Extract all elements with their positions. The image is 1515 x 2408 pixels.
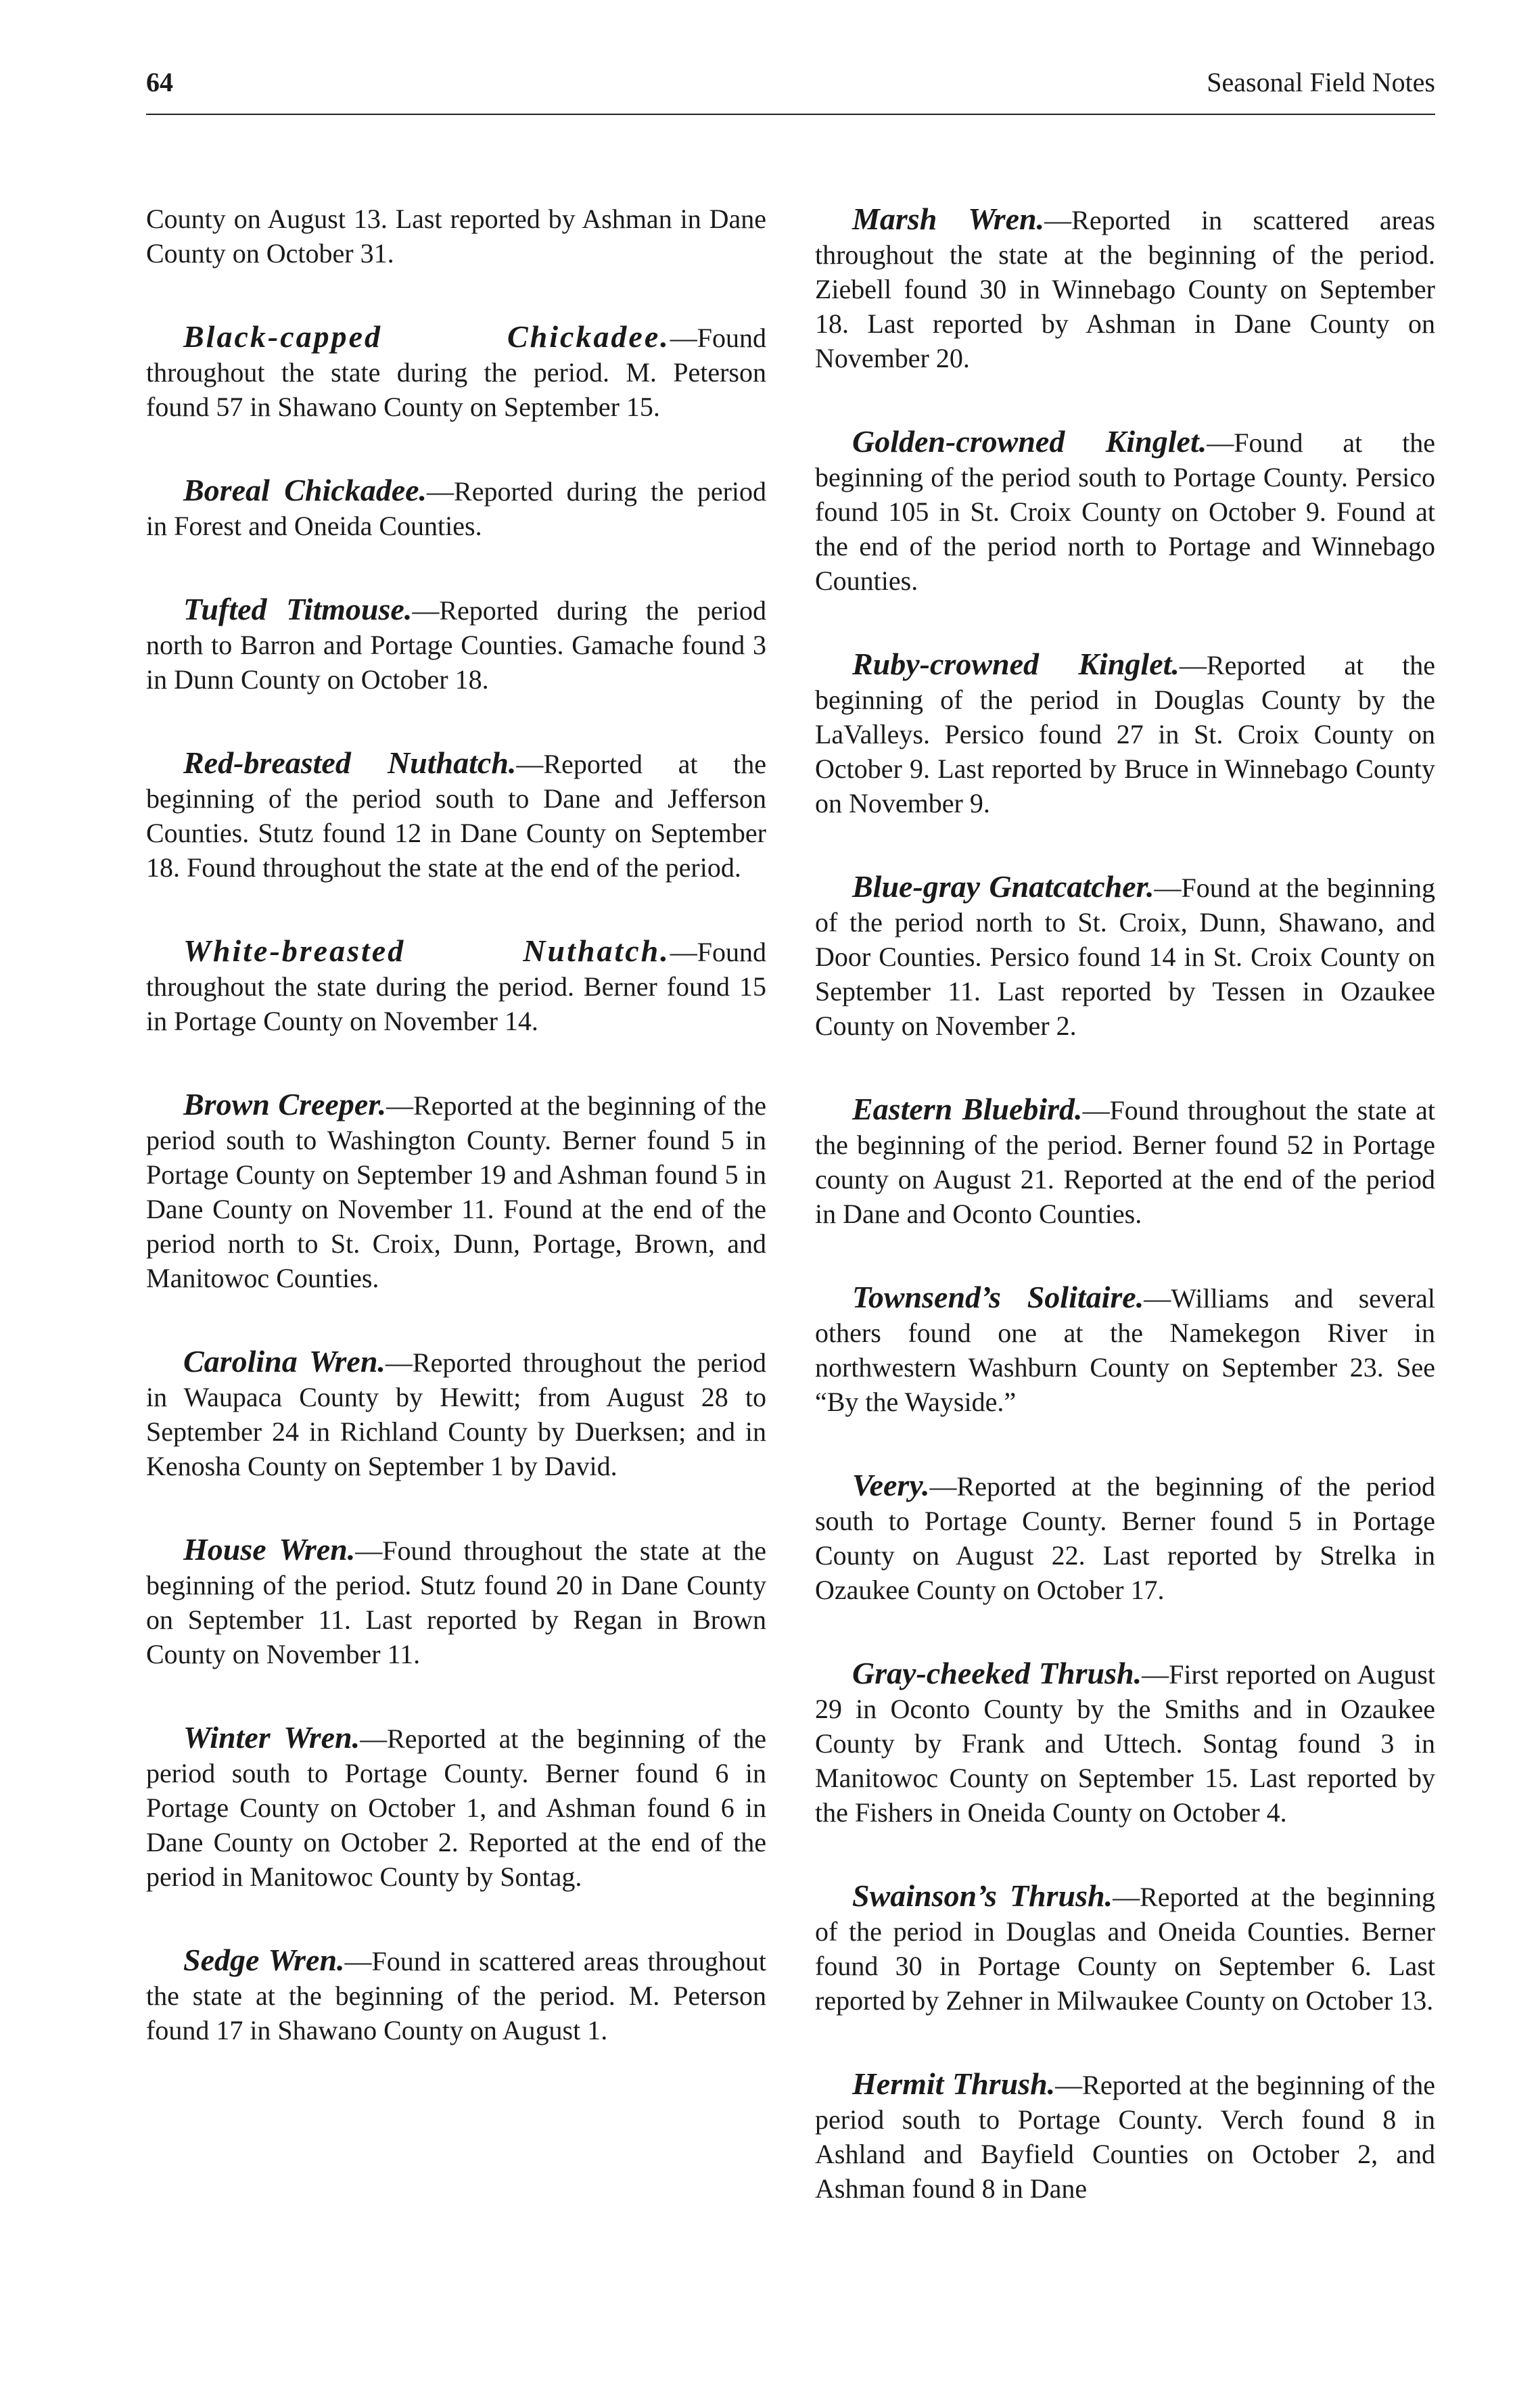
species-name: Eastern Bluebird. xyxy=(852,1092,1083,1126)
species-entry-golden-crowned-kinglet xyxy=(815,424,1435,598)
species-name: Red-breasted Nuthatch. xyxy=(183,745,517,780)
continuation-text: County on August 13. Last reported by Ashman in Dane County on October 31. xyxy=(146,204,766,269)
species-name: Blue-gray Gnatcatcher. xyxy=(852,869,1155,904)
entry-text: —First reported on August 29 in Oconto County by the Smiths and in Ozaukee County by Frank and Uttech. Sontag found 3 in Manitowoc County on September 15. Last reported by the Fishers in Oneida County on October 4. xyxy=(815,1659,1435,1828)
page-number: 64 xyxy=(146,67,173,97)
right-column xyxy=(815,202,1435,2254)
species-name: White-breasted Nuthatch. xyxy=(183,933,670,968)
running-header xyxy=(146,66,1435,115)
species-entry-marsh-wren xyxy=(815,202,1435,375)
entry-text: —Found throughout the state during the period. M. Peterson found 57 in Shawano County on September 15. xyxy=(146,323,766,422)
species-entry-gray-cheeked-thrush xyxy=(815,1656,1435,1830)
entry-text: —Reported in scattered areas throughout the state at the beginning of the period. Ziebell found 30 in Winnebago County on September 18. Last reported by Ashman in Dane County on November 20. xyxy=(815,205,1435,373)
species-name: Gray-cheeked Thrush. xyxy=(852,1656,1142,1690)
species-name: Hermit Thrush. xyxy=(852,2066,1056,2101)
entry-text: —Found in scattered areas throughout the state at the beginning of the period. M. Peterson found 17 in Shawano County on August 1. xyxy=(146,1946,766,2045)
species-entry-ruby-crowned-kinglet xyxy=(815,647,1435,820)
entry-text: —Found throughout the state during the period. Berner found 15 in Portage County on November 14. xyxy=(146,937,766,1036)
species-entry-winter-wren xyxy=(146,1720,766,1894)
entry-text: —Found at the beginning of the period north to St. Croix, Dunn, Shawano, and Door Counties. Persico found 14 in St. Croix County on September 11. Last reported by Tessen in Ozaukee County on November 2. xyxy=(815,873,1435,1041)
species-name: Tufted Titmouse. xyxy=(183,592,413,626)
species-entry-house-wren xyxy=(146,1532,766,1671)
entry-text: —Williams and several others found one at the Namekegon River in northwestern Washburn County on September 23. See “By the Wayside.” xyxy=(815,1283,1435,1417)
running-title: Seasonal Field Notes xyxy=(1207,67,1435,97)
species-name: Black-capped Chickadee. xyxy=(183,319,670,354)
entry-text: —Reported at the beginning of the period south to Washington County. Berner found 5 in Portage County on September 19 and Ashman found 5 in Dane County on November 11. Found at the end of the period north to St. Croix, Dunn, Portage, Brown, and Manitowoc Counties. xyxy=(146,1090,766,1293)
species-name: Brown Creeper. xyxy=(183,1087,387,1121)
species-entry-eastern-bluebird xyxy=(815,1092,1435,1231)
species-name: Swainson’s Thrush. xyxy=(852,1878,1113,1913)
species-entry-white-breasted-nuthatch xyxy=(146,933,766,1038)
species-entry-brown-creeper xyxy=(146,1087,766,1295)
entry-text: —Reported at the beginning of the period south to Portage County. Berner found 5 in Portage County on August 22. Last reported by Strelka in Ozaukee County on October 17. xyxy=(815,1471,1435,1605)
species-entry-tufted-titmouse xyxy=(146,592,766,697)
species-entry-carolina-wren xyxy=(146,1344,766,1483)
entry-text: —Found at the beginning of the period south to Portage County. Persico found 105 in St. Croix County on October 9. Found at the end of the period north to Portage and Winnebago Counties. xyxy=(815,427,1435,596)
entry-text: —Reported at the beginning of the period in Douglas County by the LaValleys. Persico found 27 in St. Croix County on October 9. Last reported by Bruce in Winnebago County on November 9. xyxy=(815,650,1436,818)
species-entry-boreal-chickadee xyxy=(146,473,766,543)
species-name: Townsend’s Solitaire. xyxy=(852,1280,1144,1314)
entry-text: —Reported at the beginning of the period south to Portage County. Berner found 6 in Portage County on October 1, and Ashman found 6 in Dane County on October 2. Reported at the end of the period in Manitowoc County by Sontag. xyxy=(146,1723,766,1892)
species-entry-townsends-solitaire xyxy=(815,1280,1435,1419)
species-entry-veery xyxy=(815,1468,1435,1607)
species-entry-blue-gray-gnatcatcher xyxy=(815,869,1435,1043)
entry-text: —Reported at the beginning of the period south to Portage County. Verch found 8 in Ashland and Bayfield Counties on October 2, and Ashman found 8 in Dane xyxy=(815,2070,1435,2204)
species-entry-hermit-thrush xyxy=(815,2066,1435,2206)
entry-text: —Found throughout the state at the beginning of the period. Stutz found 20 in Dane County on September 11. Last reported by Regan in Brown County on November 11. xyxy=(146,1535,766,1669)
species-name: Carolina Wren. xyxy=(183,1344,386,1379)
species-name: Sedge Wren. xyxy=(183,1943,345,1977)
entry-text: —Reported during the period north to Barron and Portage Counties. Gamache found 3 in Dunn County on October 18. xyxy=(146,595,767,695)
species-name: Boreal Chickadee. xyxy=(183,473,427,507)
species-entry-swainsons-thrush xyxy=(815,1878,1435,2018)
species-name: Winter Wren. xyxy=(183,1720,360,1755)
entry-text: —Reported throughout the period in Waupaca County by Hewitt; from August 28 to September 24 in Richland County by Duerksen; and in Kenosha County on September 1 by David. xyxy=(146,1347,766,1481)
species-name: House Wren. xyxy=(183,1532,356,1567)
species-name: Golden-crowned Kinglet. xyxy=(852,424,1207,459)
species-name: Marsh Wren. xyxy=(852,202,1045,236)
species-entry-red-breasted-nuthatch xyxy=(146,745,766,885)
entry-text: —Reported during the period in Forest and Oneida Counties. xyxy=(146,476,766,541)
entry-text: —Found throughout the state at the beginning of the period. Berner found 52 in Portage county on August 21. Reported at the end of the period in Dane and Oconto Counties. xyxy=(815,1095,1435,1229)
species-name: Veery. xyxy=(852,1468,930,1502)
entry-text: —Reported at the beginning of the period south to Dane and Jefferson Counties. Stutz found 12 in Dane County on September 18. Found throughout the state at the end of the period. xyxy=(146,749,767,883)
left-column xyxy=(146,202,766,2096)
species-entry-black-capped-chickadee xyxy=(146,319,766,424)
entry-text: —Reported at the beginning of the period in Douglas and Oneida Counties. Berner found 30 in Portage County on September 6. Last reported by Zehner in Milwaukee County on October 13. xyxy=(815,1882,1435,2016)
species-entry-sedge-wren xyxy=(146,1943,766,2047)
species-name: Ruby-crowned Kinglet. xyxy=(852,647,1180,681)
